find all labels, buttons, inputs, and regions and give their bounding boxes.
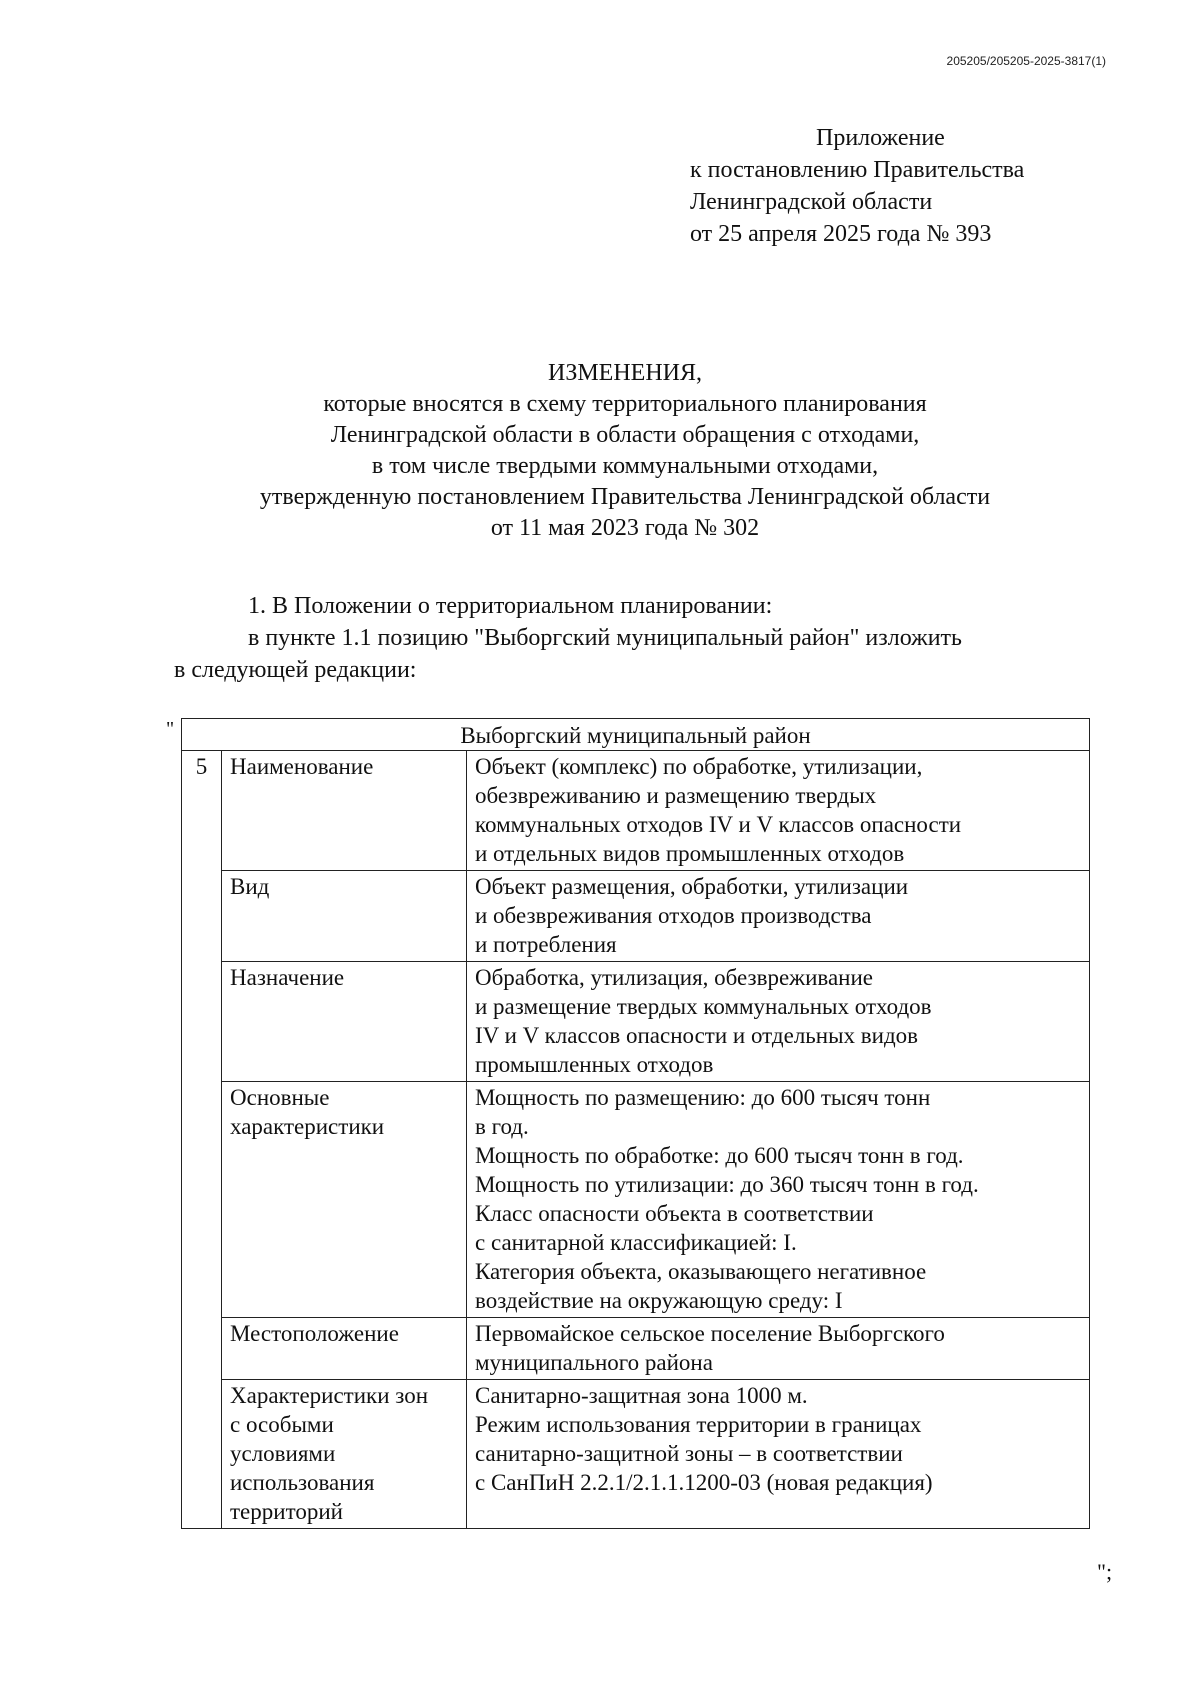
table-header-row xyxy=(182,719,1090,751)
value-line: Категория объекта, оказывающего негативное xyxy=(475,1259,927,1284)
label-line: Назначение xyxy=(230,965,345,990)
value-line: Первомайское сельское поселение Выборгского xyxy=(475,1321,945,1346)
title-line: Ленинградской области в области обращения с отходами, xyxy=(330,422,920,448)
paragraph-1: 1. В Положении о территориальном планировании: xyxy=(248,593,773,619)
value-line: Режим использования территории в границах xyxy=(475,1412,922,1437)
table-row xyxy=(182,1380,1090,1529)
row-value xyxy=(467,751,1090,871)
row-label xyxy=(222,871,467,962)
table-row xyxy=(182,751,1090,871)
value-line: с санитарной классификацией: I. xyxy=(475,1230,797,1255)
label-line: условиями xyxy=(230,1441,336,1466)
row-value xyxy=(467,1082,1090,1318)
appendix-line: от 25 апреля 2025 года № 393 xyxy=(690,221,992,247)
value-line: Объект (комплекс) по обработке, утилизации, xyxy=(475,754,923,779)
value-line: обезвреживанию и размещению твердых xyxy=(475,783,877,808)
label-line: Наименование xyxy=(230,754,374,779)
value-line: Мощность по размещению: до 600 тысяч тонн xyxy=(475,1085,931,1110)
value-line: и обезвреживания отходов производства xyxy=(475,903,872,928)
value-line: муниципального района xyxy=(475,1350,713,1375)
value-line: Мощность по утилизации: до 360 тысяч тонн в год. xyxy=(475,1172,979,1197)
paragraph-3: в следующей редакции: xyxy=(174,657,417,683)
label-line: территорий xyxy=(230,1499,343,1524)
value-line: коммунальных отходов IV и V классов опасности xyxy=(475,812,962,837)
table-row xyxy=(182,962,1090,1082)
row-label xyxy=(222,751,467,871)
appendix-line: Ленинградской области xyxy=(690,189,933,215)
value-line: Объект размещения, обработки, утилизации xyxy=(475,874,909,899)
value-line: Обработка, утилизация, обезвреживание xyxy=(475,965,873,990)
title-line: от 11 мая 2023 года № 302 xyxy=(490,515,760,541)
title-line: ИЗМЕНЕНИЯ, xyxy=(547,360,703,386)
value-line: воздействие на окружающую среду: I xyxy=(475,1288,843,1313)
row-label xyxy=(222,1082,467,1318)
table-row xyxy=(182,1082,1090,1318)
value-line: санитарно-защитной зоны – в соответствии xyxy=(475,1441,903,1466)
value-line: и потребления xyxy=(475,932,617,957)
value-line: Класс опасности объекта в соответствии xyxy=(475,1201,874,1226)
value-line: IV и V классов опасности и отдельных видов xyxy=(475,1023,919,1048)
title-line: утвержденную постановлением Правительства Ленинградской области xyxy=(259,484,991,510)
row-value xyxy=(467,1318,1090,1380)
row-value xyxy=(467,962,1090,1082)
appendix-block xyxy=(690,122,1024,250)
value-line: и размещение твердых коммунальных отходов xyxy=(475,994,932,1019)
table-row xyxy=(182,1318,1090,1380)
title-line: в том числе твердыми коммунальными отходами, xyxy=(371,453,879,479)
label-line: с особыми xyxy=(230,1412,334,1437)
value-line: с СанПиН 2.2.1/2.1.1.1200-03 (новая редакция) xyxy=(475,1470,933,1495)
value-line: в год. xyxy=(475,1114,529,1139)
appendix-line: к постановлению Правительства xyxy=(690,157,1025,183)
title-line: которые вносятся в схему территориального планирования xyxy=(323,391,927,417)
district-table xyxy=(181,718,1090,1529)
document-title xyxy=(160,358,1090,544)
label-line: характеристики xyxy=(230,1114,385,1139)
value-line: промышленных отходов xyxy=(475,1052,714,1077)
value-line: и отдельных видов промышленных отходов xyxy=(475,841,905,866)
label-line: Местоположение xyxy=(230,1321,399,1346)
row-number: 5 xyxy=(182,751,222,1529)
row-label xyxy=(222,962,467,1082)
table-row xyxy=(182,871,1090,962)
row-value xyxy=(467,871,1090,962)
table-header: Выборгский муниципальный район xyxy=(182,719,1090,751)
document-id: 205205/205205-2025-3817(1) xyxy=(946,54,1106,68)
value-line: Мощность по обработке: до 600 тысяч тонн в год. xyxy=(475,1143,964,1168)
value-line: Санитарно-защитная зона 1000 м. xyxy=(475,1383,808,1408)
opening-quote: " xyxy=(166,718,175,740)
label-line: использования xyxy=(230,1470,375,1495)
label-line: Основные xyxy=(230,1085,330,1110)
closing-quote: "; xyxy=(1097,1559,1113,1584)
label-line: Вид xyxy=(230,874,270,899)
row-value xyxy=(467,1380,1090,1529)
label-line: Характеристики зон xyxy=(230,1383,429,1408)
appendix-line: Приложение xyxy=(816,125,945,151)
paragraph-2: в пункте 1.1 позицию "Выборгский муниципальный район" изложить xyxy=(248,625,962,651)
row-label xyxy=(222,1318,467,1380)
row-label xyxy=(222,1380,467,1529)
